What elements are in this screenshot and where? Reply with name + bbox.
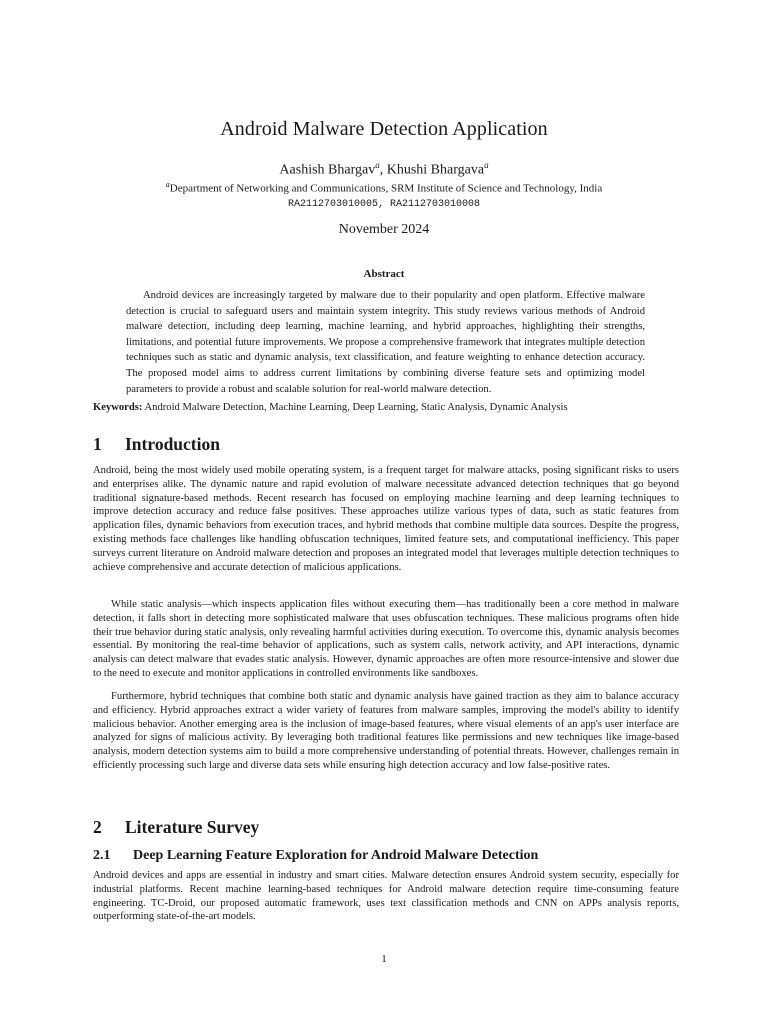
author-list <box>0 160 768 179</box>
paper-title: Android Malware Detection Application <box>220 118 548 140</box>
subsection-title: Deep Learning Feature Exploration for Android Malware Detection <box>133 848 539 863</box>
page-number: 1 <box>381 953 387 965</box>
abstract-body: Android devices are increasingly targeted by malware due to their popularity and open platform. Effective malware detection is crucial to safeguard users and maintain system integrity. This study reviews various methods of Android malware detection, including deep learning, machine learning, and hybrid approaches, highlighting their strengths, limitations, and potential future improvements. We propose a comprehensive framework that integrates multiple detection techniques such as static and dynamic analysis, text classification, and feature weighting to enhance detection accuracy. The proposed model aims to address current limitations by combining diverse feature sets and optimizing model parameters to provide a robust and scalable solution for real-world malware detection. <box>126 290 645 395</box>
subsection-number: 2.1 <box>93 848 111 863</box>
affiliation-marker: a <box>375 160 380 170</box>
section-number: 2 <box>93 817 102 837</box>
registration-ids: RA2112703010005, RA2112703010008 <box>287 199 481 210</box>
section-heading-literature-survey <box>93 817 259 838</box>
intro-paragraph-3: Furthermore, hybrid techniques that combine both static and dynamic analysis have gained traction as they aim to balance accuracy and efficiency. Hybrid approaches extract a wider variety of features from malware samples, improving the model's ability to identify malicious behavior. Another emerging area is the inclusion of image-based features, where visual elements of an app's user interface are analyzed for signs of malicious activity. By leveraging both traditional features like permissions and new techniques like image-based analysis, modern detection systems aim to build a more comprehensive understanding of potential threats. However, challenges remain in efficiently processing such large and diverse data sets while ensuring high detection accuracy and low false-positive rates. <box>93 691 679 771</box>
intro-paragraph-2: While static analysis—which inspects application files without executing them—has traditionally been a core method in malware detection, it falls short in detecting more sophisticated malware that uses obfuscation techniques. These malicious programs often hide their true behavior during static analysis, only revealing harmful activities during execution. To overcome this, dynamic analysis becomes essential. By monitoring the real-time behavior of applications, such as system calls, network activity, and API interactions, dynamic analysis can detect malware that evades static analysis. However, dynamic approaches are often more resource-intensive and slower due to the need to execute and monitor applications in controlled environments like sandboxes. <box>93 599 679 679</box>
section-title: Literature Survey <box>125 817 260 837</box>
affiliation-marker: a <box>484 160 489 170</box>
affiliation <box>0 180 768 195</box>
affiliation-marker: a <box>165 180 170 189</box>
literature-paragraph-1: Android devices and apps are essential in industry and smart cities. Malware detection ensures Android system security, especially for industrial platforms. Recent machine learning-based techniques for Android malware detection require time-consuming feature engineering. TC-Droid, our proposed automatic framework, uses text classification methods and CNN on APPs analysis reports, outperforming state-of-the-art models. <box>93 870 679 923</box>
author-name: Aashish Bhargav <box>279 162 376 178</box>
affiliation-text: Department of Networking and Communications, SRM Institute of Science and Technology, India <box>169 182 603 195</box>
abstract-heading: Abstract <box>363 268 405 280</box>
paper-date: November 2024 <box>338 222 430 237</box>
intro-paragraph-1: Android, being the most widely used mobile operating system, is a frequent target for malware attacks, posing significant risks to users and enterprises alike. The dynamic nature and rapid evolution of malware necessitate advanced detection techniques that go beyond traditional signature-based methods. Recent research has focused on employing machine learning and deep learning techniques to improve detection accuracy and reduce false positives. These approaches utilize various types of data, such as static features from application files, dynamic behaviors from execution traces, and hybrid methods that combine multiple data sources. Despite the progress, existing methods face challenges like handling obfuscation techniques, limited feature sets, and computational inefficiency. This paper surveys current literature on Android malware detection and proposes an integrated model that leverages multiple detection techniques to achieve comprehensive and accurate detection of malicious applications. <box>93 465 679 573</box>
keywords-text: Android Malware Detection, Machine Learning, Deep Learning, Static Analysis, Dynamic Analysis <box>144 402 568 413</box>
author-separator: , <box>379 162 387 178</box>
section-title: Introduction <box>125 434 220 454</box>
keywords <box>93 402 683 413</box>
author-name: Khushi Bhargava <box>386 162 485 178</box>
section-number: 1 <box>93 434 102 454</box>
section-heading-introduction <box>93 434 220 455</box>
keywords-label: Keywords: <box>93 402 143 413</box>
subsection-heading-2-1 <box>93 848 538 864</box>
